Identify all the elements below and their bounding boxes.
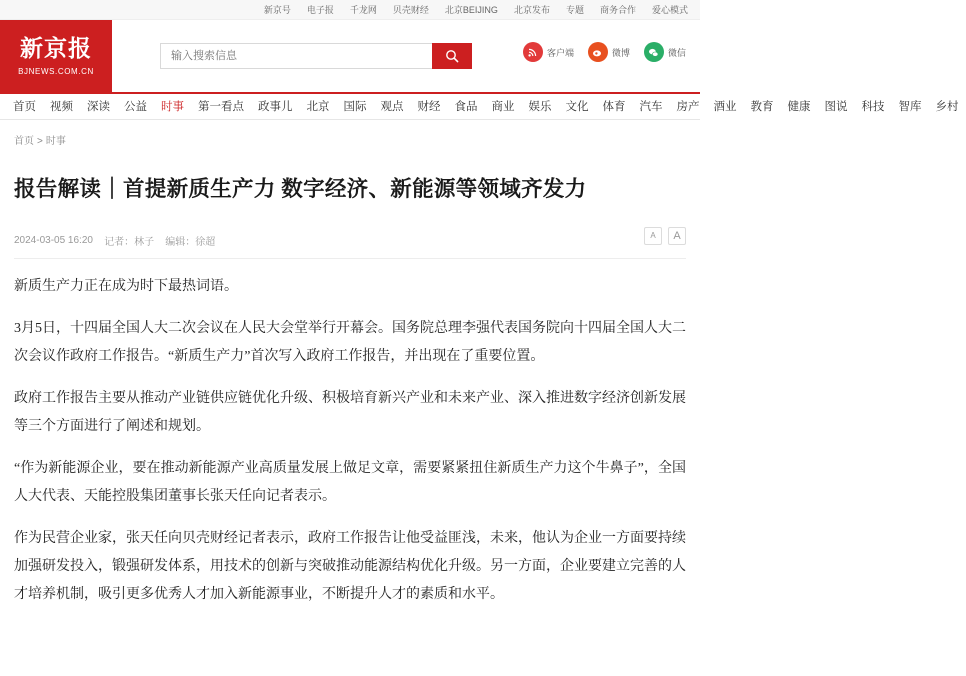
nav-item-jiaoyu[interactable]: 教育	[750, 100, 774, 113]
meta-spacer-1	[93, 235, 104, 246]
topbar-link[interactable]: 千龙网	[349, 5, 377, 15]
site-header	[0, 20, 700, 92]
article-paragraph: 新质生产力正在成为时下最热词语。	[14, 278, 238, 294]
nav-item-zhiku[interactable]: 智库	[898, 100, 922, 113]
topbar-link[interactable]: 专题	[565, 5, 584, 15]
nav-item-caijing[interactable]: 财经	[417, 100, 441, 113]
breadcrumb-current[interactable]: 时事	[45, 136, 66, 147]
nav-item-tiyu[interactable]: 体育	[602, 100, 626, 113]
site-logo[interactable]	[0, 20, 112, 92]
breadcrumb-separator: >	[37, 136, 43, 147]
article-paragraph: 3月5日，十四届全国人大二次会议在人民大会堂举行开幕会。国务院总理李强代表国务院向十四届全国人大二次会议作政府工作报告。“新质生产力”首次写入政府工作报告，并出现在了重要位置。	[14, 320, 686, 364]
article-paragraph: “作为新能源企业，要在推动新能源产业高质量发展上做足文章，需要紧紧扭住新质生产力这个牛鼻子”，全国人大代表、天能控股集团董事长张天任向记者表示。	[14, 460, 686, 504]
nav-item-guoji[interactable]: 国际	[343, 100, 367, 113]
topbar-link[interactable]: 新京号	[263, 5, 291, 15]
social-links	[523, 42, 686, 62]
weibo-icon	[588, 42, 608, 62]
nav-item-jiuye[interactable]: 酒业	[713, 100, 737, 113]
article-paragraph: 政府工作报告主要从推动产业链供应链优化升级、积极培育新兴产业和未来产业、深入推进数字经济创新发展等三个方面进行了阐述和规划。	[14, 390, 686, 434]
topbar-link[interactable]: 北京BEIJING	[444, 5, 498, 15]
font-size-increase-button[interactable]	[668, 227, 686, 245]
font-size-decrease-button[interactable]	[644, 227, 662, 245]
search-input[interactable]	[160, 43, 432, 69]
breadcrumb	[14, 120, 686, 157]
meta-spacer-2	[154, 235, 165, 246]
social-item-app[interactable]	[523, 42, 574, 62]
article-editor: 编辑：徐超	[165, 236, 216, 248]
nav-item-keji[interactable]: 科技	[861, 100, 885, 113]
nav-item-shendu[interactable]: 深读	[87, 100, 110, 113]
font-large-label: A	[673, 229, 681, 242]
font-small-label: A	[650, 231, 656, 241]
topbar-link[interactable]: 商务合作	[599, 5, 636, 15]
nav-item-xiangcun[interactable]: 乡村	[935, 100, 959, 113]
nav-item-shipin[interactable]: 视频	[50, 100, 73, 113]
breadcrumb-home[interactable]: 首页	[14, 136, 34, 147]
nav-item-shishi[interactable]: 时事	[161, 100, 184, 113]
search-button[interactable]	[432, 43, 472, 69]
nav-item-zhengshier[interactable]: 政事儿	[258, 100, 293, 113]
nav-item-qiche[interactable]: 汽车	[639, 100, 663, 113]
top-utility-bar	[0, 0, 700, 20]
article-meta	[14, 219, 686, 259]
nav-item-beijing[interactable]: 北京	[306, 100, 330, 113]
font-size-controls	[644, 227, 686, 245]
nav-item-fangchan[interactable]: 房产	[676, 100, 700, 113]
logo-subtitle: BJNEWS.COM.CN	[18, 66, 94, 76]
page-title: 报告解读｜首提新质生产力 数字经济、新能源等领域齐发力	[14, 177, 587, 202]
topbar-link[interactable]: 北京发布	[513, 5, 550, 15]
social-label-app: 客户端	[546, 47, 574, 58]
main-navigation	[0, 92, 959, 120]
article-date: 2024-03-05 16:20	[14, 234, 93, 246]
topbar-link[interactable]: 电子报	[306, 5, 334, 15]
nav-item-shangye[interactable]: 商业	[491, 100, 515, 113]
search-icon	[445, 49, 459, 63]
topbar-link[interactable]: 贝壳财经	[392, 5, 429, 15]
wechat-icon	[644, 42, 664, 62]
article-body	[14, 259, 686, 609]
article-page	[0, 120, 700, 609]
topbar-link[interactable]: 爱心模式	[651, 5, 688, 15]
rss-icon	[523, 42, 543, 62]
social-item-wechat[interactable]	[644, 42, 686, 62]
nav-item-wenhua[interactable]: 文化	[565, 100, 589, 113]
logo-title: 新京报	[20, 36, 92, 62]
nav-item-diyikandian[interactable]: 第一看点	[198, 100, 244, 113]
nav-item-shipin-food[interactable]: 食品	[454, 100, 478, 113]
search-bar	[160, 43, 472, 69]
social-label-wechat: 微信	[667, 47, 686, 58]
article-author: 记者：林子	[104, 236, 155, 248]
social-item-weibo[interactable]	[588, 42, 630, 62]
nav-item-jiankang[interactable]: 健康	[787, 100, 811, 113]
social-label-weibo: 微博	[611, 47, 630, 58]
nav-item-shouye[interactable]: 首页	[13, 100, 36, 113]
article-paragraph: 作为民营企业家，张天任向贝壳财经记者表示，政府工作报告让他受益匪浅，未来，他认为企业一方面要持续加强研发投入，锻强研发体系，用技术的创新与突破推动能源结构优化升级。另一方面，企业要建立完善的人才培养机制，吸引更多优秀人才加入新能源事业，不断提升人才的素质和水平。	[14, 530, 686, 602]
nav-item-tushuo[interactable]: 图说	[824, 100, 848, 113]
nav-item-gongyi[interactable]: 公益	[124, 100, 147, 113]
nav-item-guandian[interactable]: 观点	[380, 100, 404, 113]
nav-item-yule[interactable]: 娱乐	[528, 100, 552, 113]
